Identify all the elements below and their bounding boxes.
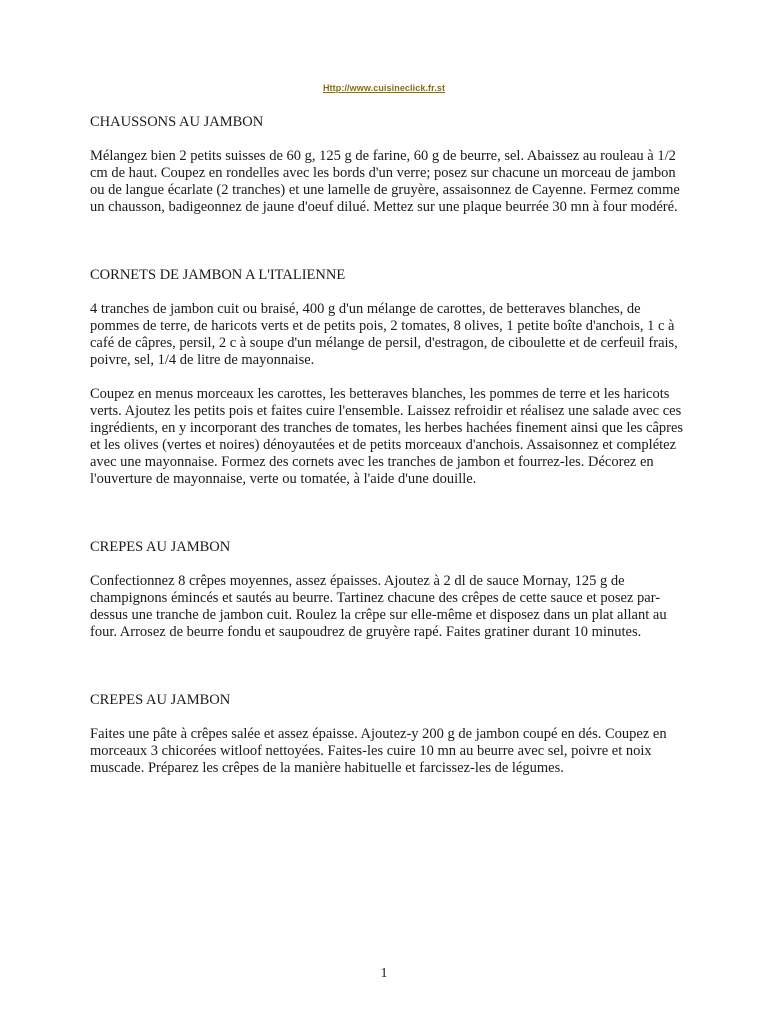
recipe-paragraph: Coupez en menus morceaux les carottes, les betteraves blanches, les pommes de terre et les haricots verts. Ajoutez les petits pois et faites cuire l'ensemble. Laissez refroidir et réalisez une salade avec ces ingrédients, en y incorporant des tranches de tomates, les herbes hachées finement ainsi que les câpres et les olives (vertes et noires) dénoyautées et de petits morceaux d'anchois. Assaisonnez et complétez avec une mayonnaise. Formez des cornets avec les tranches de jambon et fourrez-les. Décorez en l'ouverture de mayonnaise, verte ou tomatée, à l'aide d'une douille. — [90, 386, 684, 487]
section-spacer — [90, 233, 690, 267]
recipes-content — [90, 114, 690, 794]
page-number: 1 — [380, 966, 388, 981]
header-link-text[interactable]: Http://www.cuisineclick.fr.st — [322, 83, 446, 93]
recipe-crepes-1 — [90, 539, 690, 641]
section-spacer — [90, 658, 690, 692]
header-link[interactable] — [0, 83, 768, 93]
recipe-title: CORNETS DE JAMBON A L'ITALIENNE — [90, 267, 346, 283]
section-spacer — [90, 505, 690, 539]
recipe-chaussons — [90, 114, 690, 216]
recipe-paragraph: 4 tranches de jambon cuit ou braisé, 400 g d'un mélange de carottes, de betteraves blanches, de pommes de terre, de haricots verts et de petits pois, 2 tomates, 8 olives, 1 petite boîte d'anchois, 1 c à café de câpres, persil, 2 c à soupe d'un mélange de persil, d'estragon, de ciboulette et de cerfeuil frais, poivre, sel, 1/4 de litre de mayonnaise. — [90, 301, 678, 368]
recipe-cornets — [90, 267, 690, 488]
recipe-crepes-2 — [90, 692, 690, 777]
recipe-paragraph: Confectionnez 8 crêpes moyennes, assez épaisses. Ajoutez à 2 dl de sauce Mornay, 125 g de champignons émincés et sautés au beurre. Tartinez chacune des crêpes de cette sauce et posez par-dessus une tranche de jambon cuit. Roulez la crêpe sur elle-même et disposez dans un plat allant au four. Arrosez de beurre fondu et saupoudrez de gruyère rapé. Faites gratiner durant 10 minutes. — [90, 573, 667, 640]
recipe-title: CHAUSSONS AU JAMBON — [90, 114, 264, 130]
recipe-title: CREPES AU JAMBON — [90, 692, 231, 708]
recipe-title: CREPES AU JAMBON — [90, 539, 231, 555]
recipe-paragraph: Faites une pâte à crêpes salée et assez épaisse. Ajoutez-y 200 g de jambon coupé en dés. Coupez en morceaux 3 chicorées witloof nettoyées. Faites-les cuire 10 mn au beurre avec sel, poivre et noix muscade. Préparez les crêpes de la manière habituelle et farcissez-les de légumes. — [90, 726, 667, 776]
recipe-paragraph: Mélangez bien 2 petits suisses de 60 g, 125 g de farine, 60 g de beurre, sel. Abaissez au rouleau à 1/2 cm de haut. Coupez en rondelles avec les bords d'un verre; posez sur chacune un morceau de jambon ou de langue écarlate (2 tranches) et une lamelle de gruyère, assaisonnez de Cayenne. Fermez comme un chausson, badigeonnez de jaune d'oeuf dilué. Mettez sur une plaque beurrée 30 mn à four modéré. — [90, 148, 680, 215]
